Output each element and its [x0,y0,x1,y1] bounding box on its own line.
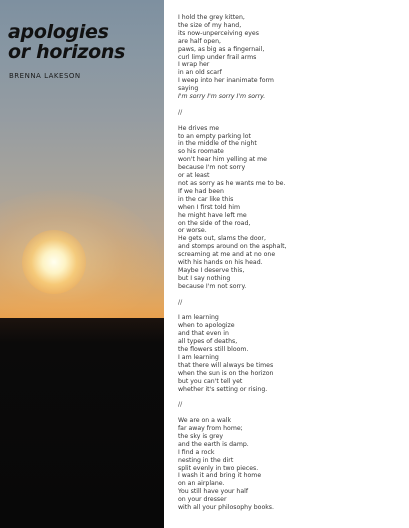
poem-line: the size of my hand, [178,21,242,29]
poem-line: won't hear him yelling at me [178,156,267,164]
poem-line: I hold the grey kitten, [178,14,245,21]
poem-line: on the side of the road, [178,219,251,227]
poem-line: the sky is grey [178,432,224,440]
poem-line: whether it's setting or rising. [178,385,268,393]
poem-line: with his hands on his head. [178,259,263,267]
poem-line: with all your philosophy books. [178,504,275,512]
poem-line: and that even in [178,330,229,338]
poem-line: I weep into her inanimate form [178,77,274,85]
poem-line: saying [178,85,199,93]
poem-line: but I say nothing [178,274,231,282]
poem-line: far away from home; [178,424,243,432]
poem-line: nesting in the dirt [178,456,234,464]
poem-line: I am learning [178,353,219,361]
poem-line: and stomps around on the asphalt, [178,243,287,251]
poem-line: when to apologize [178,322,235,330]
poem-line: to an empty parking lot [178,132,251,140]
poem-line: because I'm not sorry. [178,282,247,290]
poem-line: in an old scarf [178,69,222,77]
poem-line: paws, as big as a fingernail, [178,45,265,53]
poem-line: You still have your half [178,488,249,496]
poem-line: the flowers still bloom. [178,345,249,353]
poem-line: split evenly in two pieces. [178,464,259,472]
poem-line: I wash it and bring it home [178,472,262,480]
poem-line: are half open, [178,37,221,45]
dark-horizon [0,318,164,528]
title-line-1: apologies [8,21,109,43]
poem-line: If we had been [178,187,224,195]
poem-line: or at least [178,172,210,180]
poem-line: on an airplane. [178,480,225,488]
poem-line: he might have left me [178,211,247,219]
poem-line: and the earth is damp. [178,440,249,448]
poem-line: or worse. [178,227,207,235]
poem-line: so his roomate [178,148,224,156]
poem-line: I am learning [178,314,219,322]
poem-line: because I'm not sorry [178,164,246,172]
sun [22,230,86,294]
poem-line: when I first told him [178,203,241,211]
poem-title [8,22,125,62]
author-name: BRENNA LAKESON [9,72,81,80]
poem-line: but you can't tell yet [178,377,243,385]
stanza-1 [178,14,403,101]
poem-line: We are on a walk [178,417,232,425]
stanza-2 [178,125,403,291]
title-line-2: or horizons [8,41,126,63]
poem-line: on your dresser [178,496,227,504]
poem-line: curl limp under frail arms [178,53,257,61]
stanza-4 [178,417,403,512]
poem-line: He gets out, slams the door, [178,235,266,243]
poem-line: He drives me [178,124,220,132]
poem-line: not as sorry as he wants me to be. [178,179,286,187]
section-divider: // [178,401,183,409]
poem-line-italic: I'm sorry I'm sorry I'm sorry. [178,93,266,101]
sunset-photo [0,0,164,528]
section-divider: // [178,108,183,116]
section-divider: // [178,298,183,306]
poem-line: in the car like this [178,195,234,203]
poem-line: its now-unperceiving eyes [178,29,259,37]
poem-line: Maybe I deserve this, [178,266,245,274]
poem-line: screaming at me and at no one [178,251,276,259]
stanza-3 [178,314,403,393]
poem-line: that there will always be times [178,361,274,369]
poem-line: I find a rock [178,448,215,456]
poem-line: I wrap her [178,61,210,69]
poem-line: all types of deaths, [178,338,238,346]
poem-body [178,14,403,512]
poem-line: when the sun is on the horizon [178,369,274,377]
poem-line: in the middle of the night [178,140,257,148]
